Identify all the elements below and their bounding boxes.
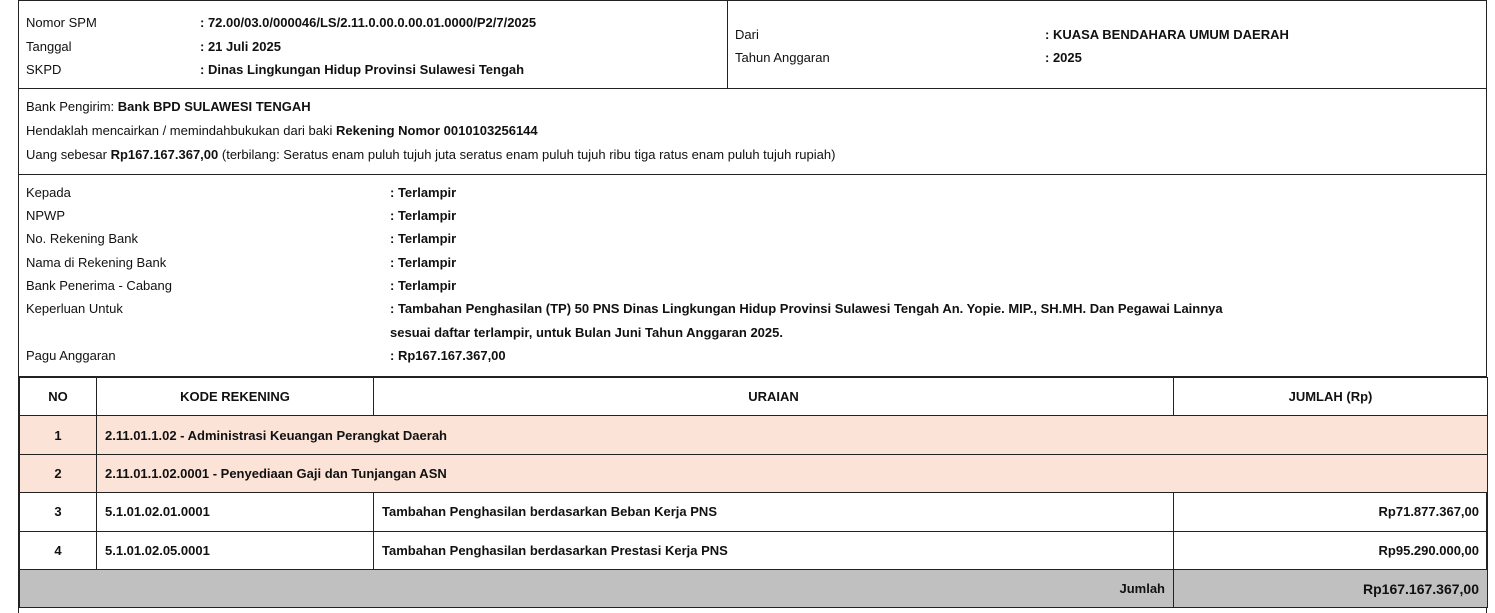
nomor-spm-label: Nomor SPM (26, 15, 97, 30)
row-kode-rekening: 5.1.01.02.01.0001 (97, 493, 374, 531)
header-divider (727, 1, 728, 88)
bank-penerima-value: : Terlampir (390, 278, 457, 293)
skpd-label: SKPD (26, 62, 62, 77)
bank-pengirim-value: Bank BPD SULAWESI TENGAH (117, 99, 311, 114)
nama-rekening-value: : Terlampir (390, 255, 457, 270)
pagu-anggaran-value: : Rp167.167.367,00 (390, 348, 506, 363)
row-uraian: Tambahan Penghasilan berdasarkan Prestasi Kerja PNS (374, 531, 1174, 569)
row-jumlah: Rp95.290.000,00 (1174, 531, 1488, 569)
keperluan-value-continued: sesuai daftar terlampir, untuk Bulan Juni Tahun Anggaran 2025. (390, 325, 783, 340)
tanggal-value: : 21 Juli 2025 (200, 39, 281, 54)
skpd-value: : Dinas Lingkungan Hidup Provinsi Sulawesi Tengah (200, 62, 525, 77)
uang-sebesar-label: Uang sebesar (26, 147, 111, 162)
nama-rekening-label: Nama di Rekening Bank (26, 255, 167, 270)
no-rekening-value: : Terlampir (390, 231, 457, 246)
rekening-table (19, 377, 1488, 608)
row-uraian: Tambahan Penghasilan berdasarkan Beban Kerja PNS (374, 493, 1174, 531)
rekening-label: Hendaklah mencairkan / memindahbukukan dari baki (26, 123, 337, 138)
total-label: Jumlah (20, 569, 1174, 607)
bank-pengirim-line (26, 99, 311, 115)
table-row (20, 416, 1488, 454)
rekening-line (26, 123, 538, 139)
terbilang-text: (terbilang: Seratus enam puluh tujuh juta seratus enam puluh tujuh ribu tiga ratus enam puluh tujuh rupiah) (218, 147, 836, 162)
spm-document (18, 0, 1487, 613)
column-header-jumlah: JUMLAH (Rp) (1174, 378, 1488, 416)
column-header-no: NO (20, 378, 97, 416)
total-row (20, 569, 1488, 607)
row-no: 3 (20, 493, 97, 531)
row-no: 4 (20, 531, 97, 569)
table-row (20, 531, 1488, 569)
uang-sebesar-value: Rp167.167.367,00 (110, 147, 219, 162)
column-header-kode-rekening: KODE REKENING (97, 378, 374, 416)
tanggal-label: Tanggal (26, 39, 72, 54)
no-rekening-label: No. Rekening Bank (26, 231, 139, 246)
tahun-anggaran-label: Tahun Anggaran (735, 50, 830, 65)
header-section (19, 0, 1486, 89)
dari-value: : KUASA BENDAHARA UMUM DAERAH (1045, 27, 1289, 42)
row-program-text: 2.11.01.1.02 - Administrasi Keuangan Perangkat Daerah (97, 416, 1488, 454)
kepada-value: : Terlampir (390, 185, 457, 200)
table-row (20, 454, 1488, 492)
row-kegiatan-text: 2.11.01.1.02.0001 - Penyediaan Gaji dan Tunjangan ASN (97, 454, 1488, 492)
recipient-section (19, 175, 1486, 377)
nomor-spm-value: : 72.00/03.0/000046/LS/2.11.0.00.0.00.01.0000/P2/7/2025 (200, 15, 537, 30)
row-no: 1 (20, 416, 97, 454)
pagu-anggaran-label: Pagu Anggaran (26, 348, 116, 363)
column-header-uraian: URAIAN (374, 378, 1174, 416)
row-no: 2 (20, 454, 97, 492)
npwp-label: NPWP (26, 208, 65, 223)
keperluan-value: : Tambahan Penghasilan (TP) 50 PNS Dinas Lingkungan Hidup Provinsi Sulawesi Tengah An. Yopie. MIP., SH.MH. Dan Pegawai Lainnya (390, 301, 1223, 316)
total-value: Rp167.167.367,00 (1174, 569, 1488, 607)
row-jumlah: Rp71.877.367,00 (1174, 493, 1488, 531)
row-kode-rekening: 5.1.01.02.05.0001 (97, 531, 374, 569)
bank-section (19, 89, 1486, 175)
tahun-anggaran-value: : 2025 (1045, 50, 1082, 65)
table-row (20, 493, 1488, 531)
npwp-value: : Terlampir (390, 208, 457, 223)
dari-label: Dari (735, 27, 759, 42)
kepada-label: Kepada (26, 185, 71, 200)
uang-sebesar-line (26, 147, 835, 163)
table-header-row (20, 378, 1488, 416)
bank-pengirim-label: Bank Pengirim: (26, 99, 118, 114)
rekening-value: Rekening Nomor 0010103256144 (336, 123, 538, 138)
keperluan-label: Keperluan Untuk (26, 301, 123, 316)
bank-penerima-label: Bank Penerima - Cabang (26, 278, 172, 293)
